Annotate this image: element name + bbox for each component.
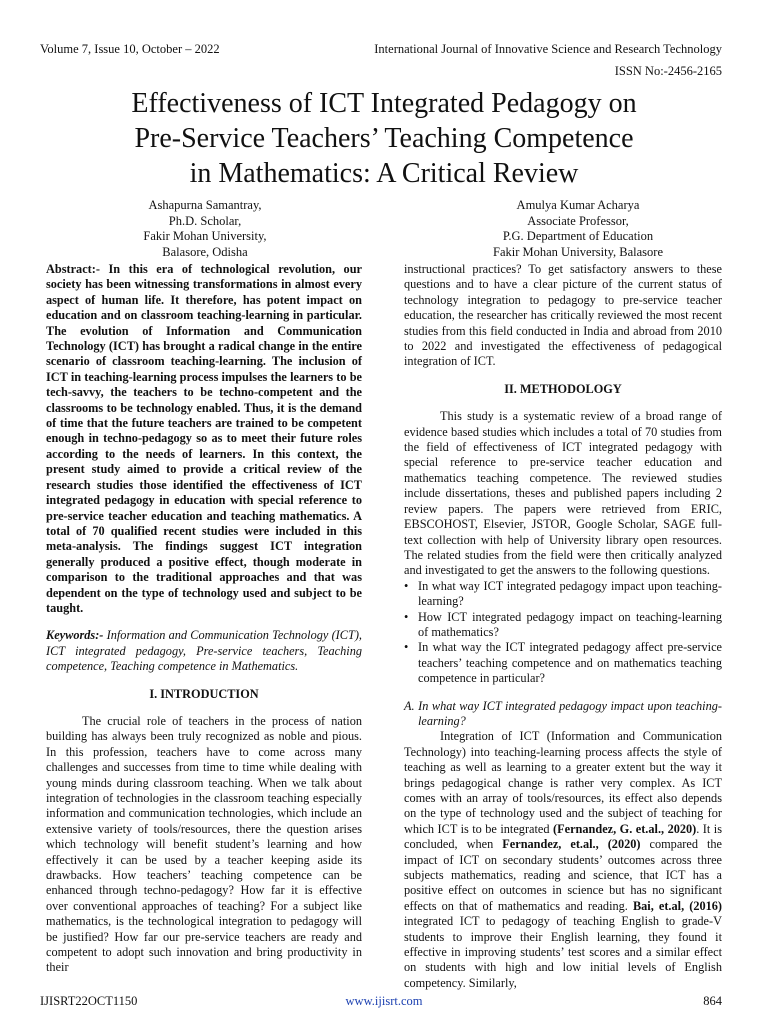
section-heading-methodology: II. METHODOLOGY	[504, 381, 622, 396]
author-2-name: Amulya Kumar Acharya	[516, 198, 640, 212]
title-line: Effectiveness of ICT Integrated Pedagogy on	[131, 88, 637, 119]
citation: Bai, et.al, (2016)	[632, 898, 723, 913]
intro-continued: instructional practices? To get satisfactory answers to these questions and to have a clear picture of the current status of technology integration to pedagogy to pre-service teacher education, the researcher has critically reviewed the most recent studies from this field conducted in India and abroad from 2010 to 2022 and investigated the effectiveness of pedagogical integration of ICT.	[404, 262, 722, 369]
paper-id: IJISRT22OCT1150	[40, 994, 138, 1008]
title-line: in Mathematics: A Critical Review	[189, 158, 579, 189]
author-2-affiliation: Fakir Mohan University, Balasore	[493, 244, 663, 259]
author-2-department: P.G. Department of Education	[502, 229, 654, 243]
keywords-label: Keywords:-	[46, 628, 104, 643]
subsection-a-paragraph	[404, 729, 722, 991]
bullet-icon: •	[404, 640, 409, 655]
author-2	[452, 198, 704, 260]
bullet-icon: •	[404, 609, 409, 624]
list-item	[404, 640, 722, 686]
text-run: . It is concluded, when	[404, 821, 722, 852]
journal-website-link[interactable]: www.ijisrt.com	[345, 994, 423, 1008]
intro-paragraph: The crucial role of teachers in the process of nation building has always been truly recognized as noble and pious. In this profession, teachers have to come across many challenges and successes from time to time while dealing with young minds during classroom teaching. When we talk about integration of technologies in the classroom teaching especially information and communication technologies, which include an extensive variety of tools/resources, there the question arises which technology will benefit student’s learning and how effectively it can be used by a teacher keeping aside its drawbacks. How teachers’ teaching competence can be enhanced through techno-pedagogy? How far it is effective over conventional approaches of teaching? For a subject like mathematics, is the technological integration to pedagogy will be justified? How far our pre-service teachers are ready and competent to adopt such innovation and bring productivity in their	[46, 713, 362, 975]
subsection-heading-a: A. In what way ICT integrated pedagogy impact upon teaching-learning?	[404, 698, 722, 728]
issn: ISSN No:-2456-2165	[614, 64, 722, 78]
author-1-name: Ashapurna Samantray,	[148, 198, 262, 212]
author-1	[110, 198, 300, 260]
text-run: integrated ICT to pedagogy of teaching English to grade-V students to improve their English learning, they found it effective in improving students’ test scores and a similar effect on students with high and low initial levels of English competency. Similarly,	[404, 914, 722, 990]
abstract: Abstract:- In this era of technological revolution, our society has been witnessing transformations in almost every aspect of human life. It therefore, has potent impact on education and on classroom teaching-learning in particular. The evolution of Information and Communication Technology (ICT) has brought a radical change in the entire scenario of classroom teaching-learning. The inclusion of ICT in teaching-learning process impulses the learners to be tech-savvy, the teachers to be techno-competent and the classrooms to be technology enabled. Thus, it is the demand of time that the future teachers are trained to be competent enough in techno-pedagogy so as to meet their future roles according to the needs of learners. In this context, the present study aimed to provide a critical review of the research studies those identified the effectiveness of ICT integrated pedagogy in education with special reference to pre-service teacher education and teaching mathematics. A total of 70 qualified recent studies were included in this meta-analysis. The findings suggest ICT integration generally produced a positive effect, though moderate in comparison to the traditional approaches and that was dependent on the type of technology used and subject to be taught.	[46, 262, 362, 615]
question-text: In what way the ICT integrated pedagogy affect pre-service teachers’ teaching competence and on mathematics teaching competence in particular?	[418, 640, 722, 686]
right-column	[404, 262, 722, 991]
methodology-paragraph: This study is a systematic review of a broad range of evidence based studies which includes a total of 70 studies from the field of effectiveness of ICT integrated pedagogy with special reference to pre-service teacher education and mathematics teaching competence. The reviewed studies include dissertations, theses and published papers including 2 review papers. The papers were retrieved from ERIC, EBSCOHOST, Elsevier, JSTOR, Google Scholar, SAGE full-text collection with help of University library open resources. The related studies from the field were then critically analyzed and investigated to get the answers to the following questions.	[404, 409, 722, 578]
citation: Fernandez, et.al., (2020)	[502, 837, 641, 852]
author-1-location: Balasore, Odisha	[162, 244, 248, 259]
text-run: Integration of ICT (Information and Communication Technology) into teaching-learning process affects the style of teaching as well as learning to a greater extent but the way it brings pedagogical change is rather very complex. As ICT comes with an array of tools/resources, its effect also depends on the type of technology used and the subject of teaching for which ICT is to be integrated	[404, 729, 722, 836]
list-item	[404, 579, 722, 610]
title-line: Pre-Service Teachers’ Teaching Competence	[134, 123, 634, 154]
research-questions-list	[404, 579, 722, 687]
author-1-role: Ph.D. Scholar,	[168, 213, 242, 228]
keywords-text: Information and Communication Technology (ICT), ICT integrated pedagogy, Pre-service teachers, Teaching competence, Teaching competence in Mathematics.	[46, 628, 362, 674]
volume-info: Volume 7, Issue 10, October – 2022	[40, 42, 220, 56]
keywords	[46, 628, 362, 674]
page-number: 864	[703, 994, 722, 1008]
bullet-icon: •	[404, 578, 409, 593]
journal-name: International Journal of Innovative Science and Research Technology	[374, 42, 722, 56]
author-2-role: Associate Professor,	[527, 213, 629, 228]
paper-title	[60, 86, 708, 191]
author-1-affiliation: Fakir Mohan University,	[143, 229, 267, 243]
question-text: How ICT integrated pedagogy impact on teaching-learning of mathematics?	[418, 609, 722, 639]
section-heading-introduction: I. INTRODUCTION	[149, 686, 259, 701]
text-run: compared the impact of ICT on secondary students’ outcomes across three subjects mathematics, reading and science, that ICT has a positive effect on outcomes in science but has no significant effects on that of mathematics and reading.	[404, 837, 723, 913]
citation: (Fernandez, G. et.al., 2020)	[553, 821, 697, 836]
left-column	[46, 262, 362, 976]
question-text: In what way ICT integrated pedagogy impact upon teaching-learning?	[418, 578, 722, 609]
list-item	[404, 610, 722, 641]
